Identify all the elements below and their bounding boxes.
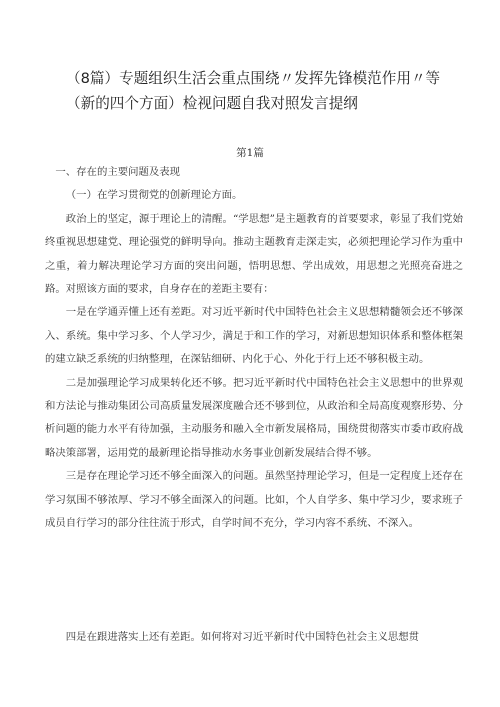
paragraph-item-1: 一是在学通弄懂上还有差距。对习近平新时代中国特色社会主义思想精髓领会还不够深入、系统。集中学习多、个人学习少，满足于和工作的学习，对新思想知识体系和整体框架的建立缺乏系统的归纳整理，在深钻细研、内化于心、外化于行上还不够积极主动。 bbox=[45, 306, 463, 366]
document-body bbox=[45, 161, 463, 536]
document-body-continued bbox=[45, 626, 463, 649]
subsection-heading: （一）在学习贯彻党的创新理论方面。 bbox=[65, 189, 243, 202]
document-title: （8篇）专题组织生活会重点围绕〃发挥先锋模范作用〃等（新的四个方面）检视问题自我对照发言提纲 bbox=[66, 70, 441, 112]
paragraph-intro: 政治上的坚定，源于理论上的清醒。“学思想”是主题教育的首要要求，彰显了我们党始终重视思想建党、理论强党的鲜明导向。推动主题教育走深走实，必须把理论学习作为重中之重，着力解决理论学习方面的突出问题，悟明思想、学出成效，用思想之光照亮奋进之路。对照该方面的要求，自身存在的差距主要有： bbox=[45, 212, 463, 296]
paragraph-item-2: 二是加强理论学习成果转化还不够。把习近平新时代中国特色社会主义思想中的世界观和方法论与推动集团公司高质量发展深度融合还不够到位，从政治和全局高度观察形势、分析问题的能力水平有待加强，主动服务和融入全市新发展格局，围绕贯彻落实市委市政府战略决策部署，运用党的最新理论指导推动水务事业创新发展结合得不够。 bbox=[45, 376, 463, 459]
section-heading: 一、存在的主要问题及表现 bbox=[55, 166, 181, 178]
chapter-heading: 第1篇 bbox=[236, 147, 264, 159]
paragraph-item-3: 三是存在理论学习还不够全面深入的问题。虽然坚持理论学习，但是一定程度上还存在学习氛围不够浓厚、学习不够全面深入的问题。比如，个人自学多、集中学习少，要求班子成员自行学习的部分往往流于形式，自学时间不充分，学习内容不系统、不深入。 bbox=[45, 470, 463, 530]
paragraph-item-4: 四是在跟进落实上还有差距。如何将对习近平新时代中国特色社会主义思想贯 bbox=[65, 631, 420, 643]
